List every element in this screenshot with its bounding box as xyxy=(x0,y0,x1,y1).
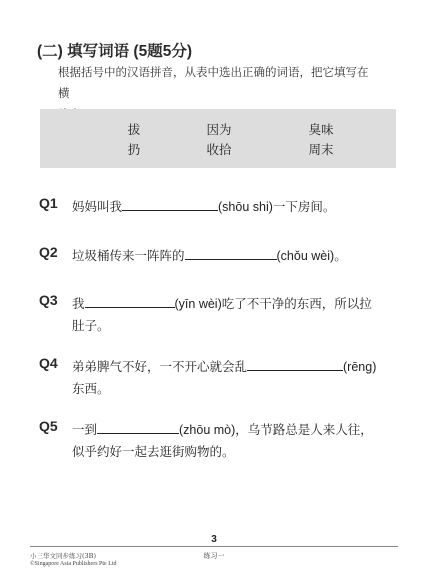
word-bank-item: 拔 xyxy=(127,122,141,137)
question-text xyxy=(72,197,392,215)
word-bank-item: 因为 xyxy=(206,122,232,137)
pinyin-hint: (chǒu wèi) xyxy=(276,249,335,263)
question-text xyxy=(72,420,392,438)
question-before: 我 xyxy=(72,296,85,311)
answer-blank[interactable] xyxy=(185,247,277,260)
answer-blank[interactable] xyxy=(85,295,175,308)
pinyin-hint: (shōu shi) xyxy=(218,200,273,214)
question-label: Q3 xyxy=(39,292,58,308)
question-continuation: 似乎约好一起去逛街购物的。 xyxy=(72,444,235,459)
question-after: 吃了不干净的东西，所以拉 xyxy=(221,296,372,311)
word-bank-item: 扔 xyxy=(127,142,141,157)
word-bank-item: 收拾 xyxy=(206,142,232,157)
word-bank-item: 臭味 xyxy=(308,122,334,137)
question-before: 弟弟脾气不好，一不开心就会乱 xyxy=(72,359,248,374)
publisher-credit: ©Singapore Asia Publishers Pte Ltd xyxy=(30,561,117,567)
question-before: 垃圾桶传来一阵阵的 xyxy=(72,248,185,263)
footer-divider xyxy=(30,546,398,547)
question-continuation: 肚子。 xyxy=(72,318,110,333)
question-continuation: 东西。 xyxy=(72,381,110,396)
pinyin-hint: (yīn wèi) xyxy=(174,297,222,311)
question-text xyxy=(72,294,392,312)
pinyin-hint: (rēng) xyxy=(343,360,377,374)
question-after: 。 xyxy=(334,248,347,263)
question-text xyxy=(72,246,392,264)
question-label: Q5 xyxy=(39,418,58,434)
book-title: 小三华文同步练习(3B) xyxy=(30,552,96,560)
word-bank-item: 周末 xyxy=(308,142,334,157)
question-text xyxy=(72,357,392,375)
exercise-label: 练习一 xyxy=(203,552,225,560)
question-label: Q4 xyxy=(39,355,58,371)
pinyin-hint: (zhōu mò) xyxy=(179,423,236,437)
question-label: Q2 xyxy=(39,244,58,260)
answer-blank[interactable] xyxy=(97,421,179,434)
word-bank xyxy=(40,109,396,168)
answer-blank[interactable] xyxy=(247,358,343,371)
question-label: Q1 xyxy=(39,195,58,211)
section-title: (二) 填写词语 (5题5分) xyxy=(37,43,193,60)
question-after: ，乌节路总是人来人往， xyxy=(235,422,373,437)
question-before: 妈妈叫我 xyxy=(72,199,123,214)
question-after: 一下房间。 xyxy=(272,199,336,214)
instruction-line-1: 根据括号中的汉语拼音，从表中选出正确的词语，把它填写在横 xyxy=(58,65,369,100)
answer-blank[interactable] xyxy=(122,198,218,211)
page-number: 3 xyxy=(211,534,217,545)
question-before: 一到 xyxy=(72,422,98,437)
